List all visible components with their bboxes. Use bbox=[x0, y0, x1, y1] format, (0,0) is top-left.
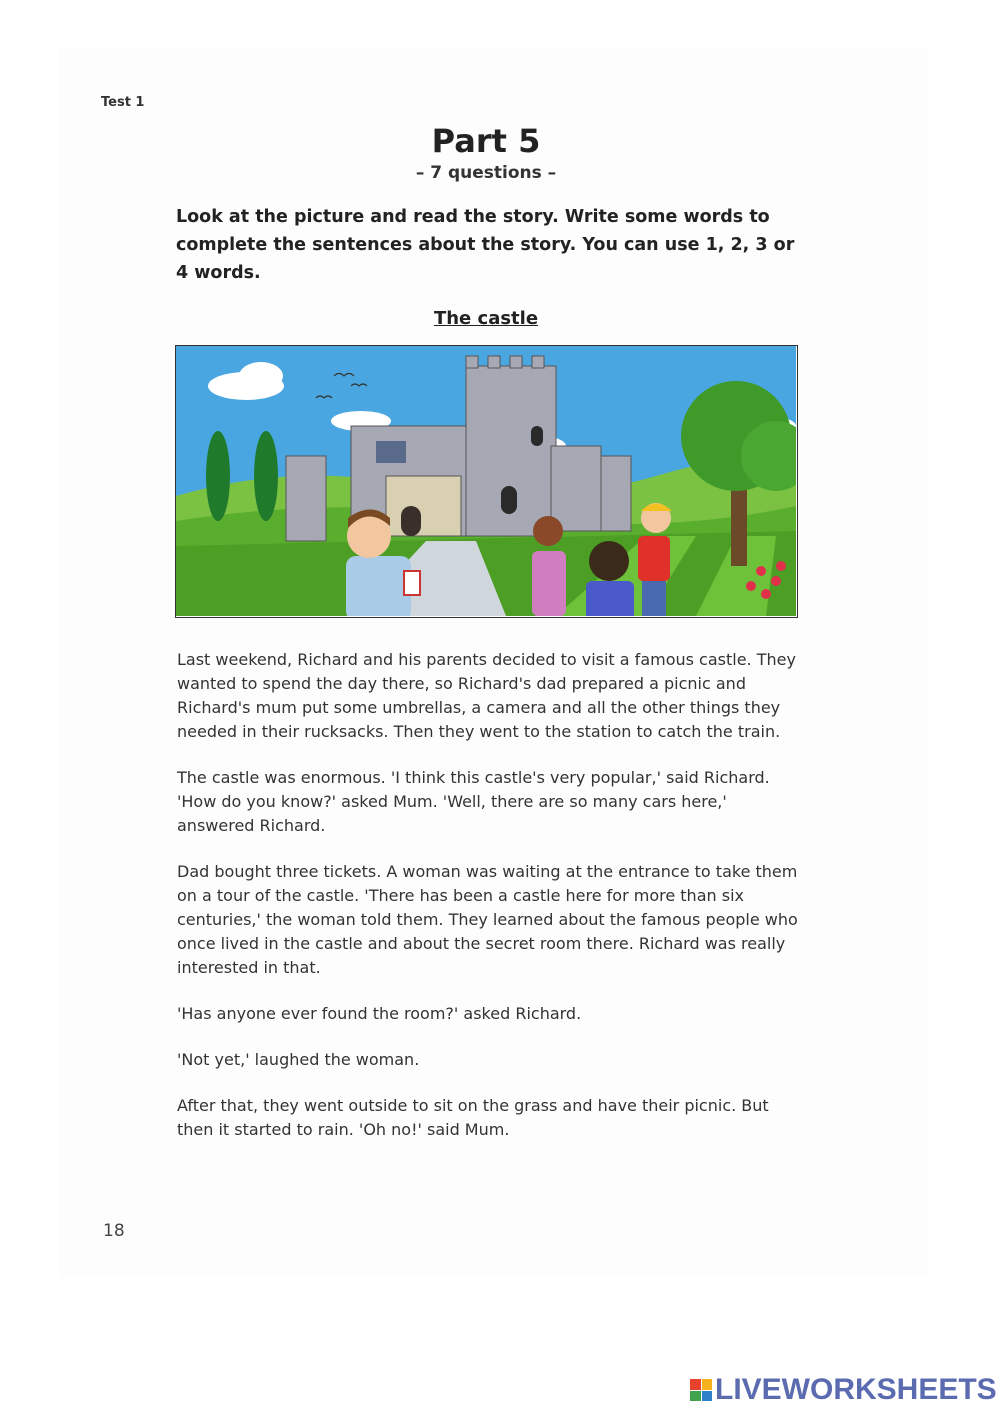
story-text bbox=[177, 648, 807, 1164]
castle-illustration bbox=[175, 345, 798, 618]
story-title: The castle bbox=[433, 308, 539, 329]
story-paragraph: 'Not yet,' laughed the woman. bbox=[177, 1050, 420, 1069]
story-paragraph: Last weekend, Richard and his parents decided to visit a famous castle. They wanted to spend the day there, so Richard's dad prepared a picnic and Richard's mum put some umbrellas, a camera and all the other things they needed in their rucksacks. Then they went to the station to catch the train. bbox=[177, 650, 796, 741]
logo-square bbox=[702, 1391, 713, 1402]
brand-watermark[interactable] bbox=[690, 1372, 997, 1408]
story-paragraph: The castle was enormous. 'I think this castle's very popular,' said Richard. 'How do you know?' asked Mum. 'Well, there are so many cars here,' answered Richard. bbox=[177, 768, 770, 835]
brand-name: LIVEWORKSHEETS bbox=[715, 1373, 997, 1406]
logo-square bbox=[702, 1379, 713, 1390]
part-title: Part 5 bbox=[431, 122, 541, 160]
logo-square bbox=[690, 1379, 701, 1390]
castle-illustration-icon bbox=[176, 346, 796, 616]
story-paragraph: After that, they went outside to sit on the grass and have their picnic. But then it started to rain. 'Oh no!' said Mum. bbox=[177, 1096, 769, 1139]
page-number: 18 bbox=[103, 1221, 125, 1241]
test-label: Test 1 bbox=[101, 95, 145, 110]
part-subtitle: – 7 questions – bbox=[415, 163, 557, 183]
logo-square bbox=[690, 1391, 701, 1402]
liveworksheets-logo-icon bbox=[690, 1379, 712, 1401]
story-paragraph: Dad bought three tickets. A woman was waiting at the entrance to take them on a tour of the castle. 'There has been a castle here for more than six centuries,' the woman told them. They learned about the famous people who once lived in the castle and about the secret room there. Richard was really interested in that. bbox=[177, 862, 798, 977]
instructions: Look at the picture and read the story. Write some words to complete the sentences about the story. You can use 1, 2, 3 or 4 words. bbox=[176, 207, 795, 283]
story-paragraph: 'Has anyone ever found the room?' asked Richard. bbox=[177, 1004, 582, 1023]
